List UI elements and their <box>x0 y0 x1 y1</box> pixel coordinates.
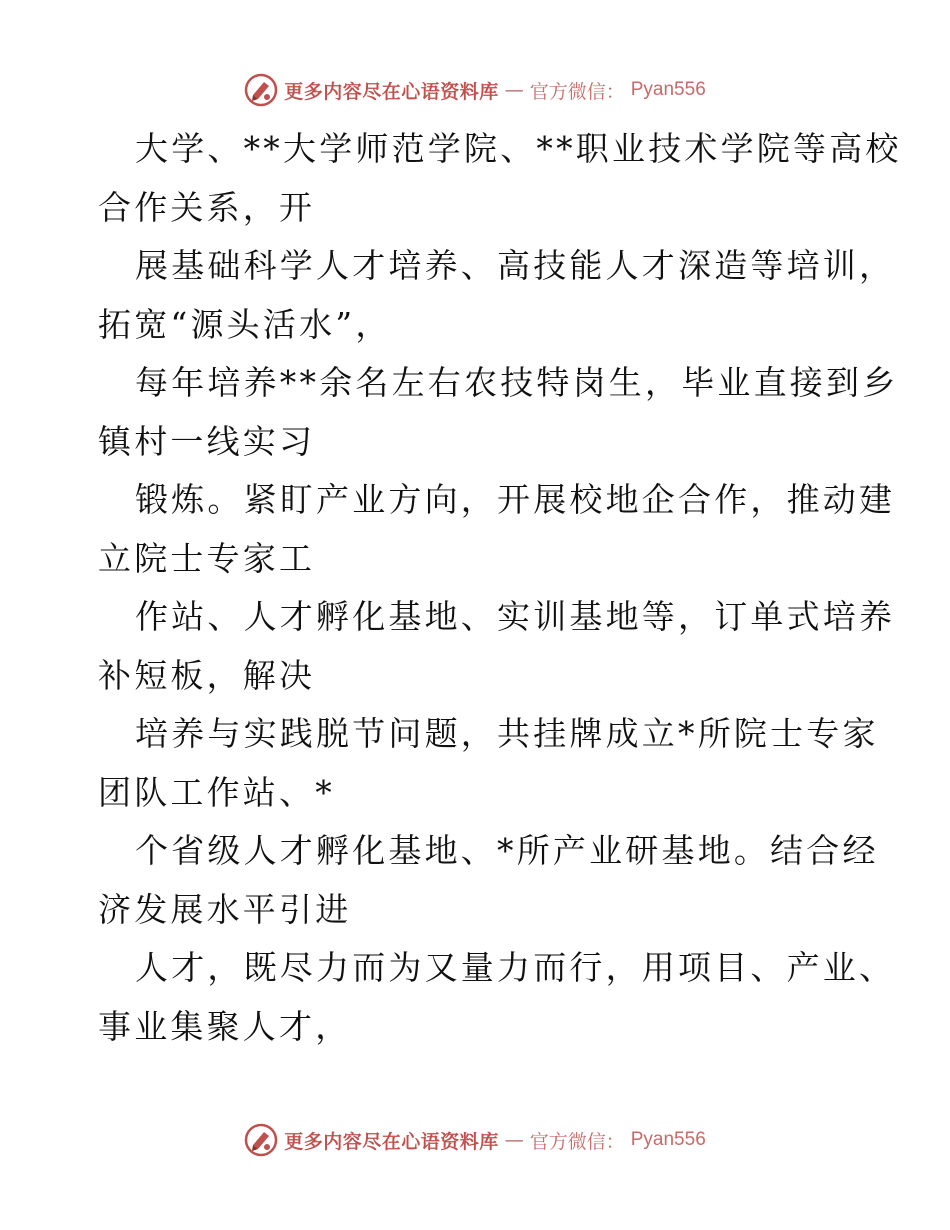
paragraph-line: 团队工作站、* <box>98 772 335 812</box>
watermark-text: 更多内容尽在心语资料库 <box>284 1130 499 1153</box>
paragraph-4 <box>98 471 896 588</box>
paragraph-3 <box>98 354 899 471</box>
paragraph-1 <box>98 120 902 237</box>
watermark-text: 更多内容尽在心语资料库 <box>284 80 499 103</box>
watermark-id: Pyan556 <box>630 1129 706 1150</box>
document-logo-icon <box>244 73 278 107</box>
document-body <box>98 120 902 1056</box>
paragraph-line: 人才，既尽力而为又量力而行，用项目、产业、 <box>135 948 896 987</box>
paragraph-line: 每年培养**余名左右农技特岗生，毕业直接到乡 <box>135 363 899 402</box>
watermark-dash: — <box>504 79 524 101</box>
paragraph-line: 镇村一线实习 <box>98 421 316 461</box>
paragraph-line: 事业集聚人才， <box>98 1006 352 1046</box>
paragraph-line: 拓宽“源头活水”， <box>98 304 392 344</box>
header-watermark <box>0 70 950 110</box>
paragraph-line: 立院士专家工 <box>98 538 316 578</box>
paragraph-line: 大学、**大学师范学院、**职业技术学院等高校 <box>135 129 902 168</box>
paragraph-line: 补短板，解决 <box>98 655 316 695</box>
paragraph-line: 个省级人才孵化基地、*所产业研基地。结合经 <box>135 831 879 870</box>
document-logo-icon <box>244 1123 278 1157</box>
paragraph-2 <box>98 237 896 354</box>
watermark-label: 官方微信： <box>529 80 625 103</box>
paragraph-6 <box>98 705 879 822</box>
watermark-label: 官方微信： <box>529 1130 625 1153</box>
paragraph-line: 培养与实践脱节问题，共挂牌成立*所院士专家 <box>135 714 879 753</box>
paragraph-line: 济发展水平引进 <box>98 889 352 929</box>
paragraph-line: 作站、人才孵化基地、实训基地等，订单式培养 <box>135 597 896 636</box>
watermark-dash: — <box>504 1129 524 1151</box>
paragraph-8 <box>98 939 896 1056</box>
footer-watermark <box>0 1120 950 1160</box>
watermark-id: Pyan556 <box>630 79 706 100</box>
paragraph-5 <box>98 588 896 705</box>
paragraph-line: 展基础科学人才培养、高技能人才深造等培训， <box>135 246 896 285</box>
paragraph-line: 锻炼。紧盯产业方向，开展校地企合作，推动建 <box>135 480 896 519</box>
paragraph-7 <box>98 822 879 939</box>
paragraph-line: 合作关系，开 <box>98 187 316 227</box>
